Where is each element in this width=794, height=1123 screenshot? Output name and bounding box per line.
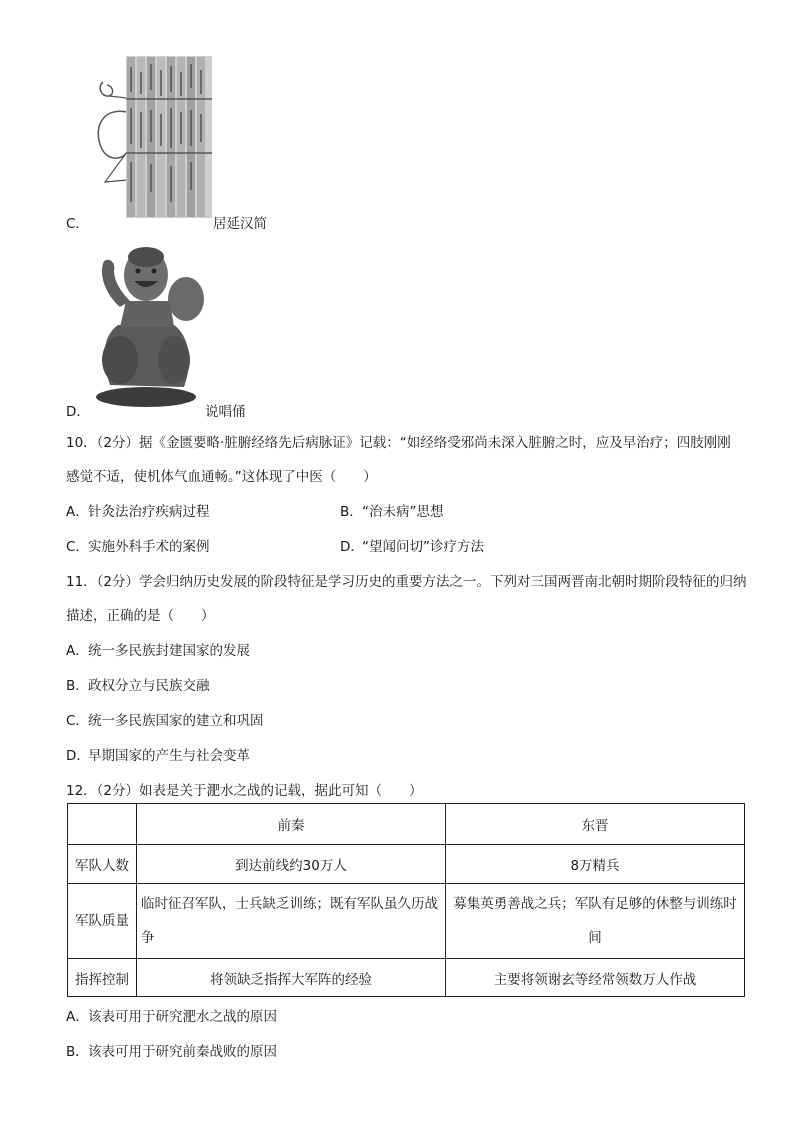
q12-option-a[interactable] (66, 1005, 277, 1025)
table-header-cell: 前秦 (137, 804, 446, 845)
q11-stem-line1: 11．（2分）学会归纳历史发展的阶段特征是学习历史的重要方法之一。下列对三国两晋南北朝时期阶段特征的归纳 (66, 574, 747, 590)
table-cell: 将领缺乏指挥大军阵的经验 (137, 959, 446, 997)
q11-option-b[interactable] (66, 674, 210, 694)
table-cell: 8万精兵 (446, 845, 745, 884)
table-cell: 到达前线约30万人 (137, 845, 446, 884)
option-letter: D． (340, 539, 364, 555)
juyan-han-slips-image (93, 52, 215, 220)
q10-option-a[interactable] (66, 500, 210, 520)
option-text: 早期国家的产生与社会变革 (88, 748, 250, 764)
option-letter: D． (66, 748, 90, 764)
option-letter: A． (66, 643, 89, 659)
option-text: “治未病”思想 (362, 504, 444, 520)
q10-stem-line2: 感觉不适，使机体气血通畅。”这体现了中医（ ） (66, 469, 377, 485)
feishui-battle-table (67, 803, 745, 997)
table-cell: 主要将领谢玄等经常领数万人作战 (446, 959, 745, 997)
table-cell: 募集英勇善战之兵；军队有足够的休整与训练时间 (446, 884, 745, 959)
table-row-label: 军队质量 (68, 884, 137, 959)
table-row-label: 军队人数 (68, 845, 137, 884)
option-c-letter: C． (66, 216, 89, 232)
q12-option-b[interactable] (66, 1040, 277, 1060)
q11-stem-line2: 描述，正确的是（ ） (66, 608, 215, 624)
option-text: 实施外科手术的案例 (88, 539, 210, 555)
option-d-letter: D． (66, 404, 90, 420)
option-letter: C． (66, 713, 89, 729)
option-text: 政权分立与民族交融 (88, 678, 210, 694)
option-text: 该表可用于研究淝水之战的原因 (88, 1009, 277, 1025)
table-row (68, 845, 745, 884)
option-d-caption: 说唱俑 (205, 404, 246, 420)
option-letter: A． (66, 504, 89, 520)
q10-stem-line1: 10．（2分）据《金匮要略·脏腑经络先后病脉证》记载：“如经络受邪尚未深入脏腑之时，应及早治疗；四肢刚刚 (66, 435, 731, 451)
table-row (68, 959, 745, 997)
table-header-cell (68, 804, 137, 845)
q10-option-d[interactable] (340, 535, 484, 555)
q10-option-b[interactable] (340, 500, 444, 520)
q11-option-d[interactable] (66, 744, 250, 764)
q11-option-a[interactable] (66, 639, 250, 659)
option-c-caption: 居延汉简 (213, 216, 267, 232)
option-text: 针灸法治疗疾病过程 (88, 504, 210, 520)
q10-option-c[interactable] (66, 535, 210, 555)
storyteller-figurine-image (90, 235, 208, 409)
q11-option-c[interactable] (66, 709, 264, 729)
option-text: “望闻问切”诊疗方法 (362, 539, 484, 555)
option-letter: B． (340, 504, 363, 520)
table-cell: 临时征召军队，士兵缺乏训练；既有军队虽久历战争 (137, 884, 446, 959)
option-text: 该表可用于研究前秦战败的原因 (88, 1044, 277, 1060)
table-header-row (68, 804, 745, 845)
option-letter: B． (66, 678, 89, 694)
option-letter: B． (66, 1044, 89, 1060)
q12-stem: 12．（2分）如表是关于淝水之战的记载，据此可知（ ） (66, 783, 423, 799)
option-text: 统一多民族封建国家的发展 (88, 643, 250, 659)
option-text: 统一多民族国家的建立和巩固 (88, 713, 264, 729)
table-row-label: 指挥控制 (68, 959, 137, 997)
option-letter: A． (66, 1009, 89, 1025)
table-row (68, 884, 745, 959)
option-letter: C． (66, 539, 89, 555)
table-header-cell: 东晋 (446, 804, 745, 845)
